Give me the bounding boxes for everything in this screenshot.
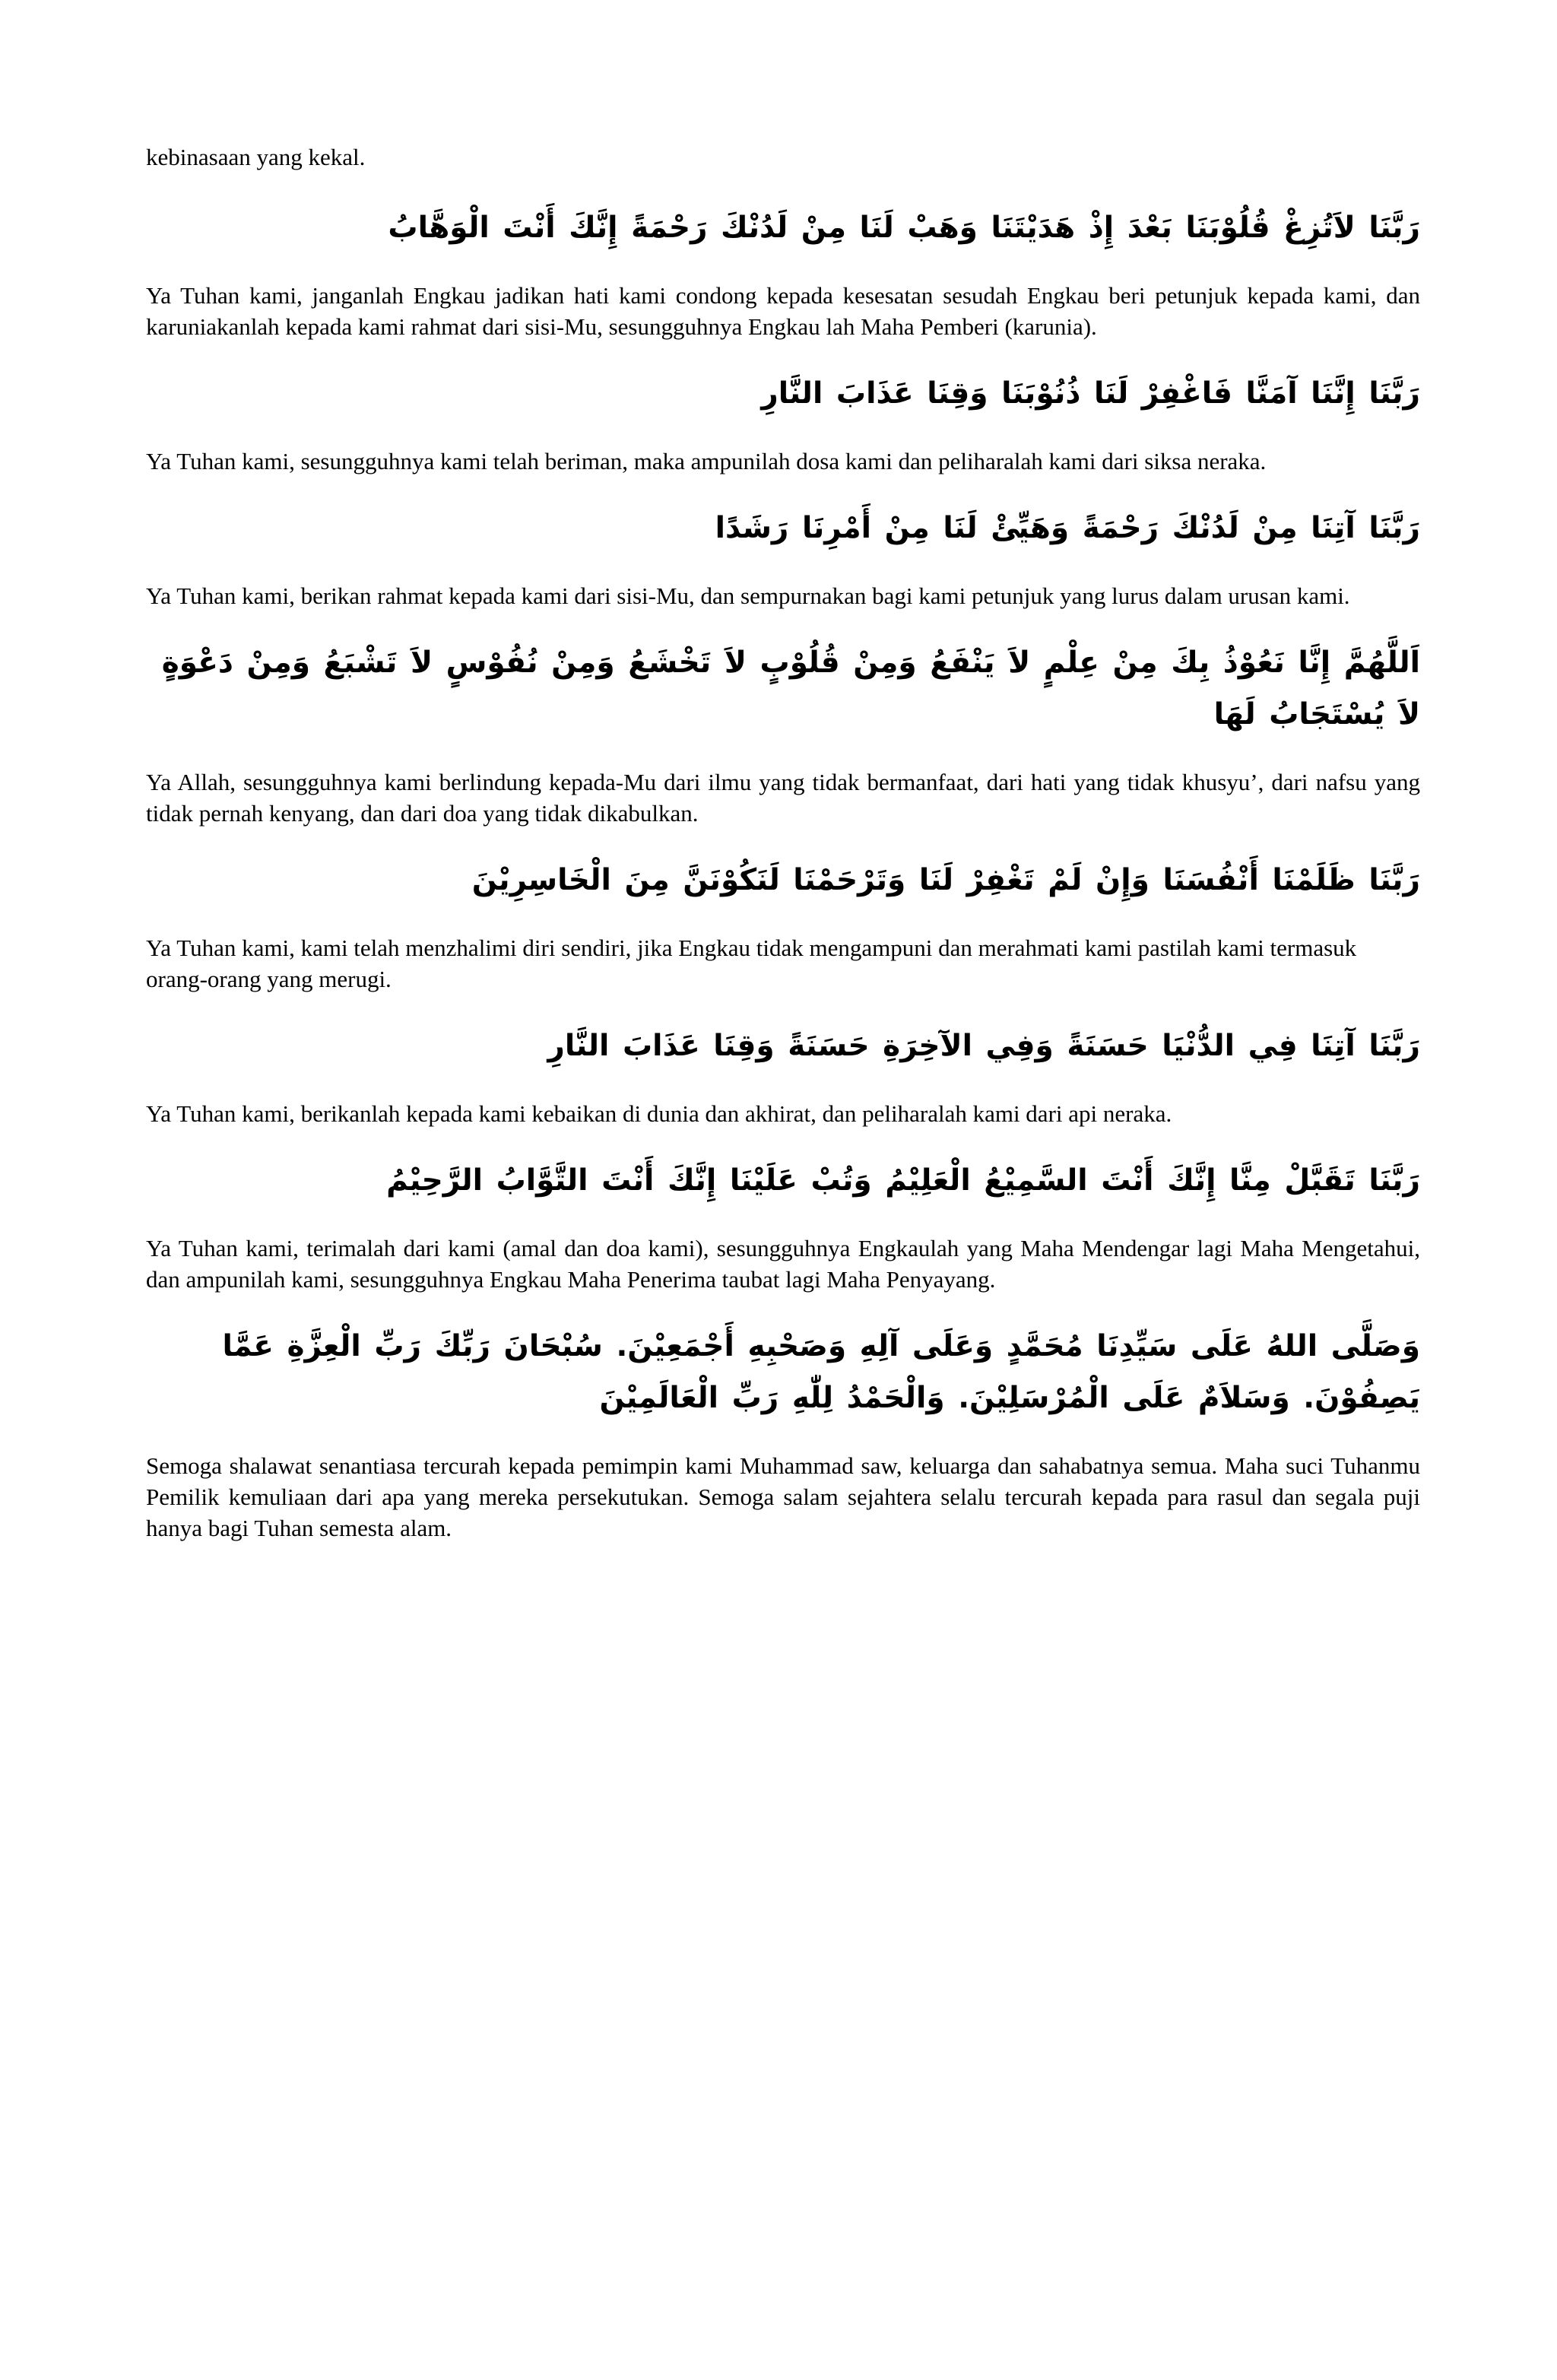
translation-5: Ya Tuhan kami, kami telah menzhalimi diri sendiri, jika Engkau tidak mengampuni dan merahmati kami pastilah kami termasuk orang-orang yang merugi. [146, 935, 1357, 992]
arabic-prayer-4: اَللَّهُمَّ إِنَّا نَعُوْذُ بِكَ مِنْ عِلْمٍ لاَ يَنْفَعُ وَمِنْ قُلُوْبٍ لاَ تَخْشَعُ وَمِنْ نُفُوْسٍ لاَ تَشْبَعُ وَمِنْ دَعْوَةٍ لاَ يُسْتَجَابُ لَهَا [161, 646, 1420, 731]
arabic-prayer-7: رَبَّنَا تَقَبَّلْ مِنَّا إِنَّكَ أَنْتَ السَّمِيْعُ الْعَلِيْمُ وَتُبْ عَلَيْنَا إِنَّكَ أَنْتَ التَّوَّابُ الرَّحِيْمُ [386, 1163, 1420, 1198]
arabic-prayer-1: رَبَّنَا لاَتُزِغْ قُلُوْبَنَا بَعْدَ إِذْ هَدَيْتَنَا وَهَبْ لَنَا مِنْ لَدُنْكَ رَحْمَةً إِنَّكَ أَنْتَ الْوَهَّابُ [388, 211, 1420, 245]
arabic-prayer-8: وَصَلَّى اللهُ عَلَى سَيِّدِنَا مُحَمَّدٍ وَعَلَى آلِهِ وَصَحْبِهِ أَجْمَعِيْنَ. سُبْحَانَ رَبِّكَ رَبِّ الْعِزَّةِ عَمَّا يَصِفُوْنَ. وَسَلاَمٌ عَلَى الْمُرْسَلِيْنَ. وَالْحَمْدُ لِلّٰهِ رَبِّ الْعَالَمِيْنَ [222, 1329, 1420, 1415]
arabic-prayer-2: رَبَّنَا إِنَّنَا آمَنَّا فَاغْفِرْ لَنَا ذُنُوْبَنَا وَقِنَا عَذَابَ النَّارِ [761, 376, 1420, 411]
prayer-block-4 [146, 637, 1420, 829]
arabic-prayer-3: رَبَّنَا آتِنَا مِنْ لَدُنْكَ رَحْمَةً وَهَيِّئْ لَنَا مِنْ أَمْرِنَا رَشَدًا [715, 511, 1420, 545]
arabic-prayer-5: رَبَّنَا ظَلَمْنَا أَنْفُسَنَا وَإِنْ لَمْ تَغْفِرْ لَنَا وَتَرْحَمْنَا لَنَكُوْنَنَّ مِنَ الْخَاسِرِيْنَ [471, 863, 1420, 897]
prayer-block-8 [146, 1321, 1420, 1544]
prayer-block-1 [146, 202, 1420, 342]
translation-6: Ya Tuhan kami, berikanlah kepada kami kebaikan di dunia dan akhirat, dan peliharalah kami dari api neraka. [146, 1100, 1172, 1127]
prayer-block-7 [146, 1155, 1420, 1295]
translation-4: Ya Allah, sesungguhnya kami berlindung kepada-Mu dari ilmu yang tidak bermanfaat, dari hati yang tidak khusyu’, dari nafsu yang tidak pernah kenyang, dan dari doa yang tidak dikabulkan. [146, 769, 1420, 827]
translation-3: Ya Tuhan kami, berikan rahmat kepada kami dari sisi-Mu, dan sempurnakan bagi kami petunjuk yang lurus dalam urusan kami. [146, 582, 1350, 609]
translation-8: Semoga shalawat senantiasa tercurah kepada pemimpin kami Muhammad saw, keluarga dan sahabatnya semua. Maha suci Tuhanmu Pemilik kemuliaan dari apa yang mereka persekutukan. Semoga salam sejahtera selalu tercurah kepada para rasul dan segala puji hanya bagi Tuhan semesta alam. [146, 1452, 1420, 1541]
translation-1: Ya Tuhan kami, janganlah Engkau jadikan hati kami condong kepada kesesatan sesudah Engkau beri petunjuk kepada kami, dan karuniakanlah kepada kami rahmat dari sisi-Mu, sesungguhnya Engkau lah Maha Pemberi (karunia). [146, 282, 1420, 340]
translation-7: Ya Tuhan kami, terimalah dari kami (amal dan doa kami), sesungguhnya Engkaulah yang Maha Mendengar lagi Maha Mengetahui, dan ampunilah kami, sesungguhnya Engkau Maha Penerima taubat lagi Maha Penyayang. [146, 1235, 1420, 1293]
document-body [146, 141, 1420, 1569]
prayer-block-5 [146, 855, 1420, 995]
prayer-block-3 [146, 503, 1420, 611]
prayer-block-6 [146, 1020, 1420, 1129]
prayer-block-2 [146, 368, 1420, 477]
arabic-prayer-6: رَبَّنَا آتِنَا فِي الدُّنْيَا حَسَنَةً وَفِي الآخِرَةِ حَسَنَةً وَقِنَا عَذَابَ النَّارِ [547, 1029, 1420, 1063]
opening-text: kebinasaan yang kekal. [146, 144, 366, 170]
translation-2: Ya Tuhan kami, sesungguhnya kami telah beriman, maka ampunilah dosa kami dan peliharalah kami dari siksa neraka. [146, 448, 1267, 474]
